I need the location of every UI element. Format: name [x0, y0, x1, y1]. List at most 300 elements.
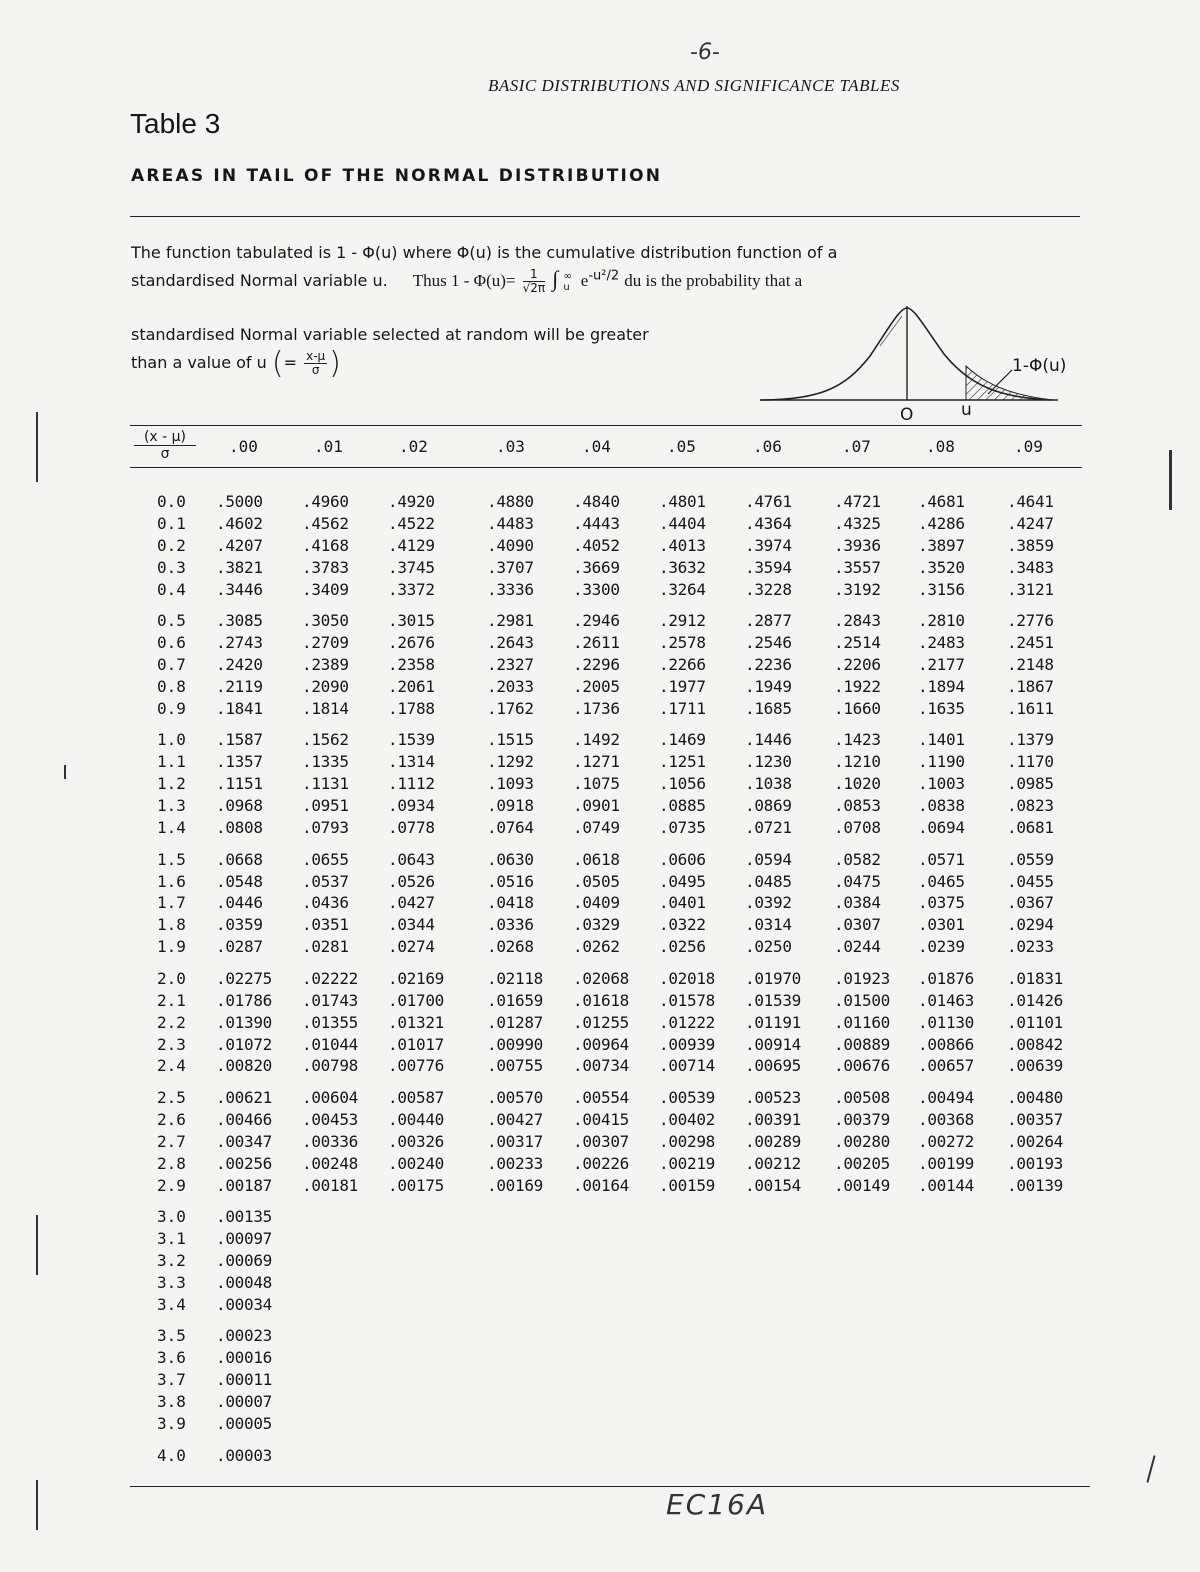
table-cell: .00734	[573, 1056, 629, 1076]
table-cell: .00175	[388, 1175, 444, 1195]
column-header: .03	[496, 437, 525, 456]
table-cell: .1075	[573, 774, 620, 794]
row-label: 2.8	[157, 1153, 186, 1173]
table-cell: .1170	[1007, 752, 1054, 772]
row-label: 3.7	[157, 1370, 186, 1390]
table-cell: .2676	[388, 633, 435, 653]
equals-sign: =	[283, 353, 297, 372]
table-cell: .3015	[388, 611, 435, 631]
table-cell: .1492	[573, 730, 620, 750]
table-cell: .0778	[388, 818, 435, 837]
row-label: 1.5	[157, 849, 186, 869]
table-cell: .2451	[1007, 633, 1054, 653]
handwritten-page-number: -6-	[690, 40, 720, 65]
table-cell: .2236	[745, 655, 792, 674]
row-label: 1.7	[157, 893, 186, 913]
table-cell: .1131	[302, 774, 349, 794]
table-cell: .4602	[216, 513, 263, 533]
column-header: .07	[842, 437, 871, 456]
scan-mark	[36, 1480, 38, 1530]
table-cell: .00219	[659, 1153, 715, 1173]
table-cell: .00990	[487, 1034, 543, 1054]
column-header: .02	[399, 437, 428, 456]
table-cell: .0322	[659, 915, 706, 935]
table-cell: .1251	[659, 752, 706, 772]
table-cell: .0735	[659, 818, 706, 837]
table-cell: .00289	[745, 1131, 801, 1151]
table-cell: .1423	[834, 730, 881, 750]
table-cell: .2148	[1007, 655, 1054, 674]
table-cell: .00199	[918, 1153, 974, 1173]
table-cell: .0582	[834, 849, 881, 869]
table-cell: .3264	[659, 579, 706, 599]
table-cell: .4168	[302, 535, 349, 555]
table-cell: .1112	[388, 774, 435, 794]
table-cell: .01222	[659, 1012, 715, 1032]
table-cell: .0853	[834, 796, 881, 816]
table-cell: .3821	[216, 557, 263, 577]
table-cell: .0281	[302, 937, 349, 957]
table-cell: .3859	[1007, 535, 1054, 555]
table-cell: .00069	[216, 1251, 272, 1270]
table-cell: .00866	[918, 1034, 974, 1054]
table-cell: .00205	[834, 1153, 890, 1173]
table-cell: .1814	[302, 698, 349, 718]
table-cell: .4721	[834, 492, 881, 511]
row-label: 1.0	[157, 730, 186, 750]
table-cell: .1539	[388, 730, 435, 750]
table-cell: .2743	[216, 633, 263, 653]
column-header: .04	[582, 437, 611, 456]
table-cell: .4325	[834, 513, 881, 533]
table-cell: .0901	[573, 796, 620, 816]
table-cell: .3085	[216, 611, 263, 631]
table-cell: .4013	[659, 535, 706, 555]
table-cell: .00034	[216, 1294, 272, 1314]
table-top-rule	[130, 425, 1082, 426]
table-cell: .00264	[1007, 1131, 1063, 1151]
table-cell: .00007	[216, 1392, 272, 1412]
table-cell: .0934	[388, 796, 435, 816]
table-cell: .0446	[216, 893, 263, 913]
table-cell: .0409	[573, 893, 620, 913]
row-header-label	[134, 429, 196, 462]
table-cell: .0918	[487, 796, 534, 816]
table-cell: .1562	[302, 730, 349, 750]
table-cell: .1003	[918, 774, 965, 794]
table-cell: .0329	[573, 915, 620, 935]
table-cell: .3192	[834, 579, 881, 599]
table-cell: .01426	[1007, 990, 1063, 1010]
table-cell: .0359	[216, 915, 263, 935]
table-cell: .01743	[302, 990, 358, 1010]
table-cell: .0749	[573, 818, 620, 837]
table-cell: .3336	[487, 579, 534, 599]
normal-curve-figure	[750, 296, 1060, 406]
table-cell: .00676	[834, 1056, 890, 1076]
table-cell: .00440	[388, 1109, 444, 1129]
table-cell: .00212	[745, 1153, 801, 1173]
row-label: 3.5	[157, 1326, 186, 1346]
table-cell: .3300	[573, 579, 620, 599]
table-cell: .00023	[216, 1326, 272, 1346]
table-cell: .0262	[573, 937, 620, 957]
table-cell: .00347	[216, 1131, 272, 1151]
table-cell: .2420	[216, 655, 263, 674]
table-cell: .00480	[1007, 1088, 1063, 1107]
table-cell: .3974	[745, 535, 792, 555]
standardization-numerator: x-μ	[306, 349, 326, 363]
table-cell: .2946	[573, 611, 620, 631]
normalizing-fraction	[523, 268, 546, 295]
handwritten-footer-note: EC16A	[666, 1488, 769, 1521]
table-cell: .0475	[834, 871, 881, 891]
table-cell: .3669	[573, 557, 620, 577]
table-cell: .0968	[216, 796, 263, 816]
table-cell: .0375	[918, 893, 965, 913]
table-cell: .0244	[834, 937, 881, 957]
row-label: 0.4	[157, 579, 186, 599]
table-cell: .4483	[487, 513, 534, 533]
table-cell: .0344	[388, 915, 435, 935]
table-cell: .00914	[745, 1034, 801, 1054]
table-cell: .01539	[745, 990, 801, 1010]
table-cell: .1038	[745, 774, 792, 794]
table-cell: .0526	[388, 871, 435, 891]
table-cell: .2090	[302, 676, 349, 696]
row-label: 2.4	[157, 1056, 186, 1076]
table-cell: .01578	[659, 990, 715, 1010]
row-label: 2.1	[157, 990, 186, 1010]
table-cell: .00139	[1007, 1175, 1063, 1195]
table-cell: .2810	[918, 611, 965, 631]
table-cell: .1788	[388, 698, 435, 718]
table-cell: .0427	[388, 893, 435, 913]
table-cell: .4443	[573, 513, 620, 533]
table-cell: .0885	[659, 796, 706, 816]
table-cell: .01355	[302, 1012, 358, 1032]
table-cell: .1841	[216, 698, 263, 718]
table-cell: .00298	[659, 1131, 715, 1151]
integral-lower-limit: u	[563, 281, 570, 293]
table-cell: .2296	[573, 655, 620, 674]
table-cell: .00003	[216, 1445, 272, 1465]
table-cell: .01287	[487, 1012, 543, 1032]
table-cell: .01017	[388, 1034, 444, 1054]
standardization-fraction	[304, 350, 327, 377]
column-header: .00	[229, 437, 258, 456]
table-cell: .0951	[302, 796, 349, 816]
table-cell: .4404	[659, 513, 706, 533]
row-label: 0.5	[157, 611, 186, 631]
table-cell: .1867	[1007, 676, 1054, 696]
row-label: 1.9	[157, 937, 186, 957]
table-cell: .0606	[659, 849, 706, 869]
table-cell: .2358	[388, 655, 435, 674]
table-cell: .1736	[573, 698, 620, 718]
table-cell: .0618	[573, 849, 620, 869]
table-cell: .4364	[745, 513, 792, 533]
table-cell: .00048	[216, 1272, 272, 1292]
handwritten-mark	[880, 316, 902, 346]
table-cell: .1587	[216, 730, 263, 750]
row-label: 2.0	[157, 968, 186, 988]
table-cell: .1230	[745, 752, 792, 772]
table-cell: .4286	[918, 513, 965, 533]
row-label: 0.0	[157, 492, 186, 511]
table-cell: .00280	[834, 1131, 890, 1151]
table-cell: .1314	[388, 752, 435, 772]
scan-mark	[1146, 1455, 1155, 1483]
table-cell: .0495	[659, 871, 706, 891]
table-bottom-rule	[130, 1486, 1090, 1487]
table-cell: .0668	[216, 849, 263, 869]
table-cell: .1093	[487, 774, 534, 794]
table-cell: .0314	[745, 915, 792, 935]
description-line-2b: Thus 1 - Φ(u)=	[412, 271, 516, 290]
table-cell: .0256	[659, 937, 706, 957]
row-label: 1.6	[157, 871, 186, 891]
table-cell: .00391	[745, 1109, 801, 1129]
table-cell: .4052	[573, 535, 620, 555]
table-cell: .1446	[745, 730, 792, 750]
standardization-denominator: σ	[311, 363, 320, 377]
integral-limits	[563, 271, 571, 293]
table-cell: .00570	[487, 1088, 543, 1107]
table-cell: .00226	[573, 1153, 629, 1173]
table-cell: .2709	[302, 633, 349, 653]
table-cell: .00097	[216, 1229, 272, 1249]
table-cell: .2389	[302, 655, 349, 674]
table-cell: .00272	[918, 1131, 974, 1151]
description-line-2c: du is the probability that a	[624, 271, 803, 290]
row-label: 3.0	[157, 1207, 186, 1227]
table-cell: .1379	[1007, 730, 1054, 750]
table-cell: .1611	[1007, 698, 1054, 718]
table-cell: .00240	[388, 1153, 444, 1173]
table-cell: .02275	[216, 968, 272, 988]
row-label: 2.3	[157, 1034, 186, 1054]
table-cell: .2005	[573, 676, 620, 696]
table-cell: .01321	[388, 1012, 444, 1032]
table-cell: .0808	[216, 818, 263, 837]
table-cell: .0274	[388, 937, 435, 957]
table-cell: .00695	[745, 1056, 801, 1076]
table-cell: .00233	[487, 1153, 543, 1173]
scan-mark	[64, 765, 66, 779]
row-label: 2.5	[157, 1088, 186, 1107]
column-header: .05	[667, 437, 696, 456]
row-label: 3.3	[157, 1272, 186, 1292]
table-cell: .00181	[302, 1175, 358, 1195]
table-cell: .1056	[659, 774, 706, 794]
table-cell: .00307	[573, 1131, 629, 1151]
table-cell: .1635	[918, 698, 965, 718]
row-header-numerator: (x - μ)	[134, 429, 196, 446]
table-header-rule	[130, 467, 1082, 468]
table-cell: .2546	[745, 633, 792, 653]
row-label: 1.3	[157, 796, 186, 816]
integral-upper-limit: ∞	[563, 270, 572, 282]
row-label: 0.1	[157, 513, 186, 533]
table-cell: .00326	[388, 1131, 444, 1151]
table-cell: .02118	[487, 968, 543, 988]
table-cell: .2514	[834, 633, 881, 653]
row-header-denominator: σ	[160, 446, 170, 462]
table-cell: .1922	[834, 676, 881, 696]
table-cell: .00164	[573, 1175, 629, 1195]
bell-curve	[760, 308, 1052, 400]
table-cell: .00466	[216, 1109, 272, 1129]
table-cell: .3520	[918, 557, 965, 577]
table-cell: .00016	[216, 1348, 272, 1368]
row-label: 2.9	[157, 1175, 186, 1195]
table-cell: .00604	[302, 1088, 358, 1107]
row-label: 3.4	[157, 1294, 186, 1314]
table-cell: .1977	[659, 676, 706, 696]
table-cell: .01044	[302, 1034, 358, 1054]
row-label: 0.2	[157, 535, 186, 555]
table-cell: .3707	[487, 557, 534, 577]
table-cell: .1762	[487, 698, 534, 718]
table-cell: .0708	[834, 818, 881, 837]
table-cell: .00379	[834, 1109, 890, 1129]
table-cell: .0418	[487, 893, 534, 913]
row-label: 2.7	[157, 1131, 186, 1151]
row-label: 3.8	[157, 1392, 186, 1412]
row-label: 2.6	[157, 1109, 186, 1129]
table-cell: .1515	[487, 730, 534, 750]
table-cell: .00554	[573, 1088, 629, 1107]
table-cell: .00402	[659, 1109, 715, 1129]
table-cell: .2206	[834, 655, 881, 674]
table-cell: .01500	[834, 990, 890, 1010]
table-cell: .01876	[918, 968, 974, 988]
table-cell: .00494	[918, 1088, 974, 1107]
table-cell: .2177	[918, 655, 965, 674]
table-cell: .4562	[302, 513, 349, 533]
table-cell: .0823	[1007, 796, 1054, 816]
table-cell: .2912	[659, 611, 706, 631]
title-rule	[130, 216, 1080, 217]
table-cell: .0250	[745, 937, 792, 957]
table-cell: .00427	[487, 1109, 543, 1129]
table-cell: .00169	[487, 1175, 543, 1195]
row-label: 0.6	[157, 633, 186, 653]
row-label: 4.0	[157, 1445, 186, 1465]
table-cell: .0268	[487, 937, 534, 957]
table-cell: .01160	[834, 1012, 890, 1032]
table-cell: .3121	[1007, 579, 1054, 599]
column-header: .08	[926, 437, 955, 456]
fraction-numerator: 1	[523, 268, 546, 282]
table-cell: .0643	[388, 849, 435, 869]
table-cell: .2061	[388, 676, 435, 696]
table-cell: .0465	[918, 871, 965, 891]
table-cell: .3783	[302, 557, 349, 577]
table-cell: .00187	[216, 1175, 272, 1195]
axis-u-label: u	[961, 400, 972, 420]
table-cell: .01970	[745, 968, 801, 988]
table-cell: .00820	[216, 1056, 272, 1076]
table-cell: .00317	[487, 1131, 543, 1151]
table-cell: .02222	[302, 968, 358, 988]
table-cell: .00842	[1007, 1034, 1063, 1054]
table-cell: .00714	[659, 1056, 715, 1076]
table-cell: .3156	[918, 579, 965, 599]
table-cell: .2981	[487, 611, 534, 631]
row-label: 3.9	[157, 1414, 186, 1433]
table-cell: .3483	[1007, 557, 1054, 577]
scan-mark	[1169, 450, 1172, 510]
table-number: Table 3	[130, 108, 221, 139]
description-line-2a: standardised Normal variable u.	[131, 271, 388, 290]
table-cell: .0655	[302, 849, 349, 869]
table-cell: .00159	[659, 1175, 715, 1195]
table-cell: .4840	[573, 492, 620, 511]
table-cell: .3745	[388, 557, 435, 577]
table-cell: .01659	[487, 990, 543, 1010]
table-cell: .0793	[302, 818, 349, 837]
column-header: .06	[753, 437, 782, 456]
table-cell: .1151	[216, 774, 263, 794]
table-cell: .0681	[1007, 818, 1054, 837]
table-cell: .3050	[302, 611, 349, 631]
table-cell: .00964	[573, 1034, 629, 1054]
table-cell: .01700	[388, 990, 444, 1010]
table-cell: .2033	[487, 676, 534, 696]
table-cell: .3594	[745, 557, 792, 577]
table-cell: .0721	[745, 818, 792, 837]
row-label: 1.2	[157, 774, 186, 794]
table-cell: .00889	[834, 1034, 890, 1054]
row-label: 0.7	[157, 655, 186, 674]
integrand-base: e	[580, 271, 589, 290]
table-cell: .00755	[487, 1056, 543, 1076]
table-cell: .0384	[834, 893, 881, 913]
table-cell: .4090	[487, 535, 534, 555]
table-cell: .0287	[216, 937, 263, 957]
table-cell: .00248	[302, 1153, 358, 1173]
table-cell: .0985	[1007, 774, 1054, 794]
table-cell: .0630	[487, 849, 534, 869]
table-cell: .0485	[745, 871, 792, 891]
table-cell: .1711	[659, 698, 706, 718]
table-cell: .3897	[918, 535, 965, 555]
table-cell: .00149	[834, 1175, 890, 1195]
table-cell: .01923	[834, 968, 890, 988]
table-cell: .3409	[302, 579, 349, 599]
table-cell: .00523	[745, 1088, 801, 1107]
table-cell: .4207	[216, 535, 263, 555]
table-cell: .0351	[302, 915, 349, 935]
row-label: 1.8	[157, 915, 186, 935]
table-cell: .00639	[1007, 1056, 1063, 1076]
table-cell: .01130	[918, 1012, 974, 1032]
table-cell: .4761	[745, 492, 792, 511]
table-cell: .0294	[1007, 915, 1054, 935]
table-cell: .4641	[1007, 492, 1054, 511]
table-cell: .2483	[918, 633, 965, 653]
table-cell: .00336	[302, 1131, 358, 1151]
table-cell: .3372	[388, 579, 435, 599]
table-cell: .00539	[659, 1088, 715, 1107]
table-cell: .0594	[745, 849, 792, 869]
row-label: 0.3	[157, 557, 186, 577]
table-cell: .1292	[487, 752, 534, 772]
table-cell: .3557	[834, 557, 881, 577]
row-label: 1.4	[157, 818, 186, 837]
